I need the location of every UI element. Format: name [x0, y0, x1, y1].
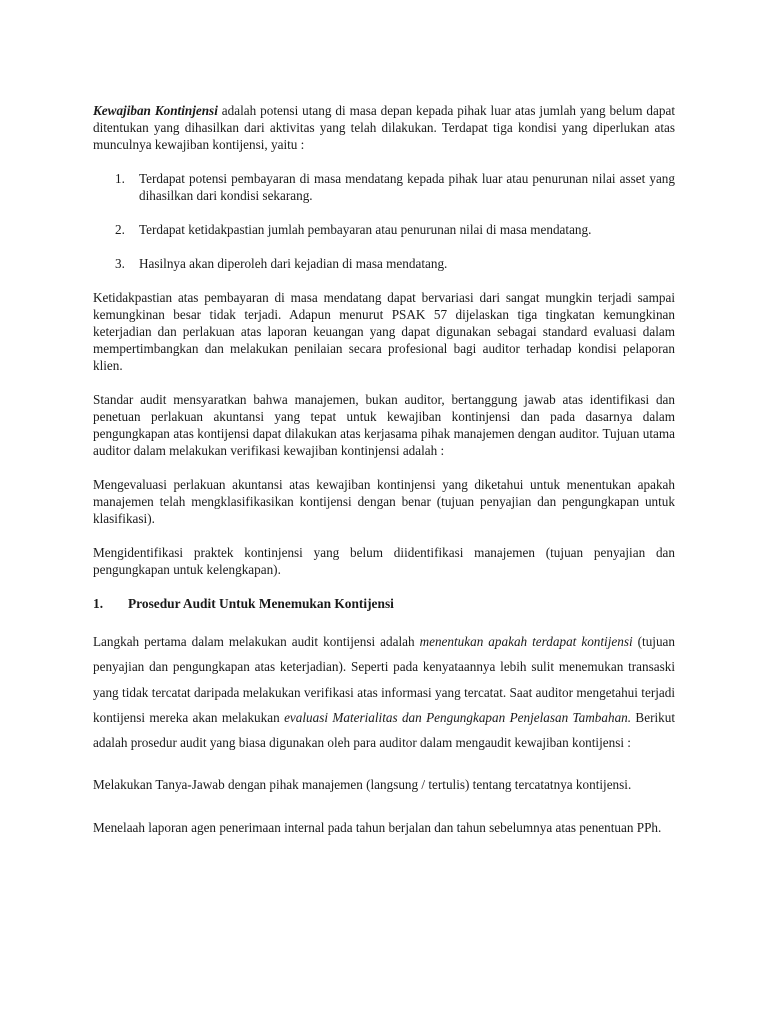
emphasis-text: evaluasi Materialitas dan Pengungkapan Penjelasan Tambahan.	[284, 709, 632, 725]
section-paragraph: Menelaah laporan agen penerimaan internal pada tahun berjalan dan tahun sebelumnya atas penentuan PPh.	[93, 819, 662, 835]
paragraph: Mengevaluasi perlakuan akuntansi atas kewajiban kontinjensi yang diketahui untuk menentukan apakah manajemen telah mengklasifikasikan kontijensi dengan benar (tujuan penyajian dan pengungkapan untuk klasifikasi).	[93, 477, 675, 526]
list-item	[93, 170, 675, 204]
section-title: Prosedur Audit Untuk Menemukan Kontijensi	[128, 596, 394, 611]
section-number: 1.	[93, 596, 104, 611]
paragraph: Standar audit mensyaratkan bahwa manajemen, bukan auditor, bertanggung jawab atas identifikasi dan penetuan perlakuan akuntansi yang tepat untuk kewajiban kontinjensi dan pada dasarnya dalam pengungkapan atas kontijensi dapat dilakukan atas kerjasama pihak manajemen dengan auditor. Tujuan utama auditor dalam melakukan verifikasi kewajiban kontinjensi adalah :	[93, 392, 675, 458]
text-run: (tujuan penyajian dan pengungkapan atas keterjadian). Seperti pada kenyataannya lebih sulit menemukan transaski yang tidak tercatat daripada melakukan verifikasi atas informasi yang tercatat. Saat auditor mengetahui terjadi kontijensi mereka akan melakukan	[93, 634, 676, 725]
paragraph: Mengidentifikasi praktek kontinjensi yang belum diidentifikasi manajemen (tujuan penyajian dan pengungkapan untuk kelengkapan).	[93, 545, 675, 577]
list-text: Terdapat potensi pembayaran di masa mendatang kepada pihak luar atau penurunan nilai asset yang dihasilkan dari kondisi sekarang.	[139, 171, 675, 203]
section-heading	[93, 595, 675, 612]
list-number: 1.	[115, 171, 125, 186]
conditions-list	[93, 170, 675, 272]
text-run: Berikut adalah prosedur audit yang biasa digunakan oleh para auditor dalam mengaudit kewajiban kontijensi :	[93, 709, 675, 751]
list-text: Hasilnya akan diperoleh dari kejadian di masa mendatang.	[139, 256, 448, 271]
emphasis-text: menentukan apakah terdapat kontijensi	[419, 634, 633, 649]
text-run: Langkah pertama dalam melakukan audit kontijensi adalah	[93, 634, 420, 649]
section-body	[93, 629, 675, 840]
section-paragraph	[93, 629, 675, 755]
list-number: 3.	[115, 256, 125, 271]
document-body	[93, 102, 675, 857]
list-number: 2.	[115, 222, 125, 237]
intro-text: adalah potensi utang di masa depan kepada pihak luar atas jumlah yang belum dapat ditentukan yang dihasilkan dari aktivitas yang telah dilakukan. Terdapat tiga kondisi yang diperlukan atas munculnya kewajiban kontijensi, yaitu :	[93, 103, 675, 152]
list-item	[93, 221, 675, 238]
section-paragraph: Melakukan Tanya-Jawab dengan pihak manajemen (langsung / tertulis) tentang tercatatnya kontijensi.	[93, 777, 632, 793]
paragraph: Ketidakpastian atas pembayaran di masa mendatang dapat bervariasi dari sangat mungkin terjadi sampai kemungkinan besar tidak terjadi. Adapun menurut PSAK 57 dijelaskan tiga tingkatan kemungkinan keterjadian dan perlakuan atas laporan keuangan yang dapat digunakan sebagai standard evaluasi dalam mempertimbangkan dan melakukan penilaian secara profesional bagi auditor terhadap kondisi pelaporan klien.	[93, 290, 675, 373]
list-text: Terdapat ketidakpastian jumlah pembayaran atau penurunan nilai di masa mendatang.	[139, 222, 592, 237]
intro-term: Kewajiban Kontinjensi	[93, 103, 218, 118]
intro-paragraph	[93, 102, 675, 153]
list-item	[93, 255, 675, 272]
